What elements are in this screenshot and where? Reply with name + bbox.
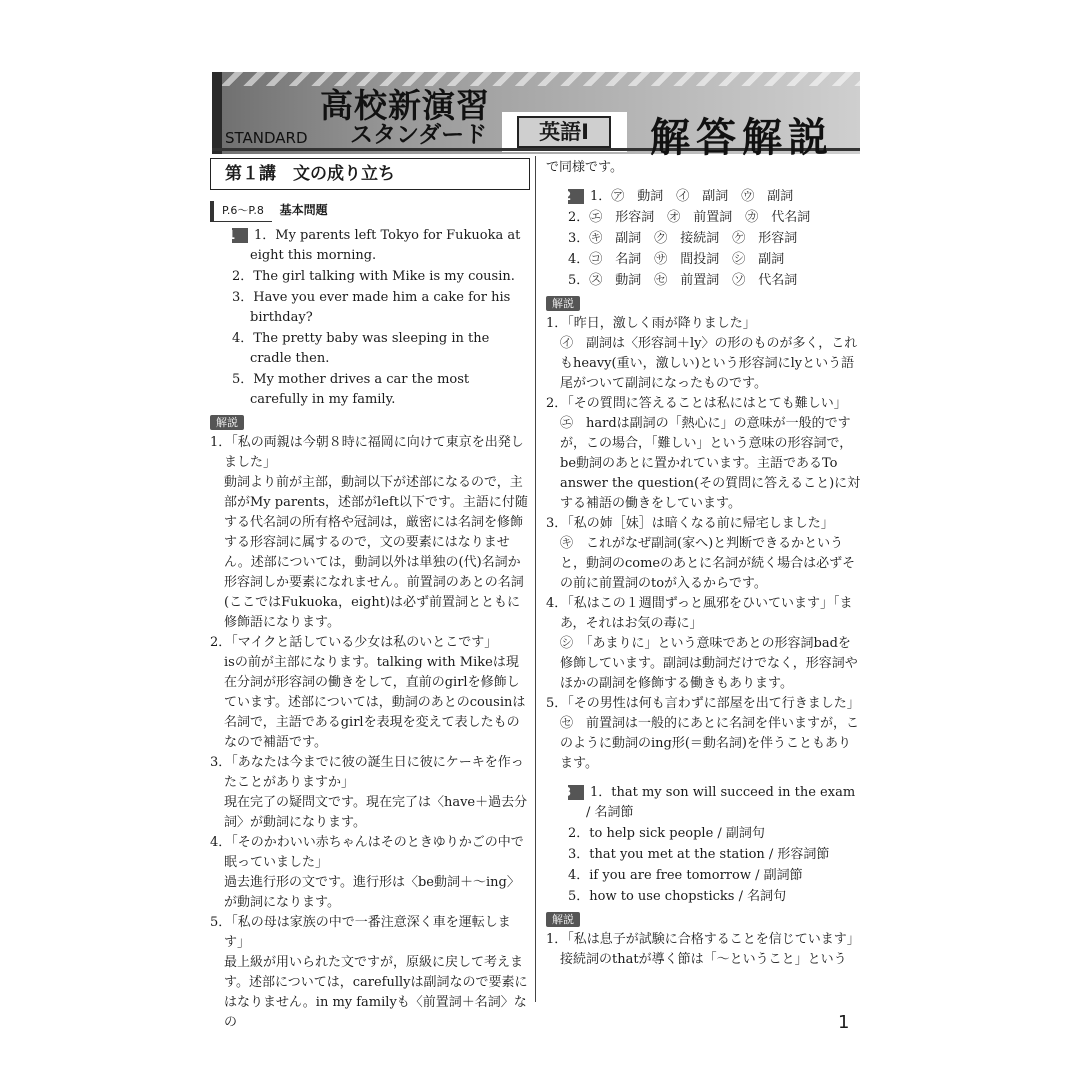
explanation-translation: 5．「私の母は家族の中で一番注意深く車を運転します」 [210, 915, 511, 950]
explanation-label: 解説 [546, 912, 580, 927]
page-reference [210, 200, 530, 222]
answer-item: 5．㋜ 動詞 ㋝ 前置詞 ㋞ 代名詞 [568, 273, 798, 288]
explanation-translation: 4．「私はこの１週間ずっと風邪をひいています」「まあ，それはお気の毒に」 [546, 596, 853, 631]
answer-item: 2 1．㋐ 動詞 ㋑ 副詞 ㋒ 副詞 [562, 189, 794, 204]
answer-item: 1 1．My parents left Tokyo for Fukuoka at eight this morning. [226, 228, 521, 263]
book-subtitle: スタンダード [350, 122, 488, 148]
explanation-text: ㋝ 前置詞は一般的にあとに名詞を伴いますが，このように動詞のing形(＝動名詞)を伴うこともあります。 [560, 716, 860, 771]
explanation-text: 過去進行形の文です。進行形は〈be動詞＋〜ing〉が動詞になります。 [224, 875, 520, 910]
question-2 [546, 187, 861, 291]
explanation-translation: 4．「そのかわいい赤ちゃんはそのときゆりかごの中で眠っていました」 [210, 835, 524, 870]
answer-item: 3．㋖ 副詞 ㋗ 接続詞 ㋘ 形容詞 [568, 231, 798, 246]
standard-label: STANDARD [225, 129, 308, 147]
explanation-translation: 5．「その男性は何も言わずに部屋を出て行きました」 [546, 696, 860, 711]
answer-item: 3 1．that my son will succeed in the exam / 名詞節 [562, 785, 856, 820]
banner-stripe [212, 72, 222, 154]
answer-item: 4．The pretty baby was sleeping in the cradle then. [232, 331, 490, 366]
page-number: 1 [838, 1012, 850, 1033]
explanation-translation: 1．「私は息子が試験に合格することを信じています」 [546, 932, 860, 947]
explanation-text: ㋓ hardは副詞の「熱心に」の意味が一般的ですが，この場合，「難しい」という意味の形容詞で，be動詞のあとに置かれています。主語であるTo answer the question(その質問に答えること)に対する補語の働きをしています。 [560, 416, 861, 511]
lesson-title: 第１講 文の成り立ち [210, 158, 530, 190]
right-column [546, 158, 861, 970]
explanation-translation: 2．「その質問に答えることは私にはとても難しい」 [546, 396, 847, 411]
answer-item: 4．㋙ 名詞 ㋚ 間投詞 ㋛ 副詞 [568, 252, 785, 267]
explanation-translation: 2．「マイクと話している少女は私のいとこです」 [210, 635, 498, 650]
book-title: 高校新演習 [320, 86, 490, 125]
explanation-translation: 1．「昨日，激しく雨が降りました」 [546, 316, 756, 331]
question-number: 3 [568, 785, 584, 800]
explanation-block [546, 930, 861, 970]
page-range: P.6〜P.8 [210, 201, 272, 222]
left-column [210, 158, 530, 1033]
explanation-translation: 3．「私の姉［妹］は暗くなる前に帰宅しました」 [546, 516, 834, 531]
explanation-label: 解説 [210, 415, 244, 430]
explanation-text: ㋖ これがなぜ副詞(家へ)と判断できるかというと，動詞のcomeのあとに名詞が続く場合は必ずその前に前置詞のtoが入るからです。 [560, 536, 856, 591]
question-1 [210, 226, 530, 410]
answer-item: 3．that you met at the station / 形容詞節 [568, 847, 830, 862]
explanation-text: 接続詞のthatが導く節は「〜ということ」という [560, 952, 847, 967]
answer-item: 2．to help sick people / 副詞句 [568, 826, 765, 841]
explanation-text: 動詞より前が主部，動詞以下が述部になるので，主部がMy parents，述部がleft以下です。主語に付随する代名詞の所有格や冠詞は，厳密には名詞を修飾する形容詞に属するので，文の要素にはなりません。述部については，動詞以外は単独の(代)名詞か形容詞しか要素になれません。前置詞のあとの名詞(ここではFukuoka，eight)は必ず前置詞とともに修飾語になります。 [224, 475, 528, 630]
answer-item: 4．if you are free tomorrow / 副詞節 [568, 868, 803, 883]
banner-zigzag [212, 72, 860, 86]
explanation-label: 解説 [546, 296, 580, 311]
answer-item: 5．how to use chopsticks / 名詞句 [568, 889, 787, 904]
explanation-text: isの前が主部になります。talking with Mikeは現在分詞が形容詞の働きをして，直前のgirlを修飾しています。述部については，動詞のあとのcousinは名詞で，主語であるgirlを表現を変えて表したものなので補語です。 [224, 655, 526, 750]
answer-item: 3．Have you ever made him a cake for his birthday? [232, 290, 511, 325]
answer-item: 5．My mother drives a car the most carefully in my family. [232, 372, 470, 407]
explanation-translation: 3．「あなたは今までに彼の誕生日に彼にケーキを作ったことがありますか」 [210, 755, 524, 790]
question-3 [546, 783, 861, 907]
explanation-text: ㋑ 副詞は〈形容詞＋ly〉の形のものが多く，これもheavy(重い，激しい)という形容詞にlyという語尾がついて副詞になったものです。 [560, 336, 858, 391]
question-number: 1 [232, 228, 248, 243]
explanation-block [210, 433, 530, 1033]
explanation-text: 最上級が用いられた文ですが，原級に戻して考えます。述部については，carefullyは副詞なので要素にはなりません。in my familyも〈前置詞＋名詞〉なの [224, 955, 528, 1030]
answer-title: 解答解説 [650, 115, 834, 161]
explanation-text: 現在完了の疑問文です。現在完了は〈have＋過去分詞〉が動詞になります。 [224, 795, 528, 830]
continuation-text: で同様です。 [546, 160, 623, 175]
explanation-block [546, 314, 861, 774]
answer-item: 2．㋓ 形容詞 ㋔ 前置詞 ㋕ 代名詞 [568, 210, 811, 225]
answer-item: 2．The girl talking with Mike is my cousin. [232, 269, 515, 284]
explanation-text: ㋛ 「あまりに」という意味であとの形容詞badを修飾しています。副詞は動詞だけでなく，形容詞やほかの副詞を修飾する働きもあります。 [560, 636, 858, 691]
explanation-translation: 1．「私の両親は今朝８時に福岡に向けて東京を出発しました」 [210, 435, 524, 470]
question-number: 2 [568, 189, 584, 204]
section-label: 基本問題 [279, 203, 328, 217]
subject-label: 英語Ⅰ [517, 116, 611, 148]
column-divider [535, 156, 536, 1002]
